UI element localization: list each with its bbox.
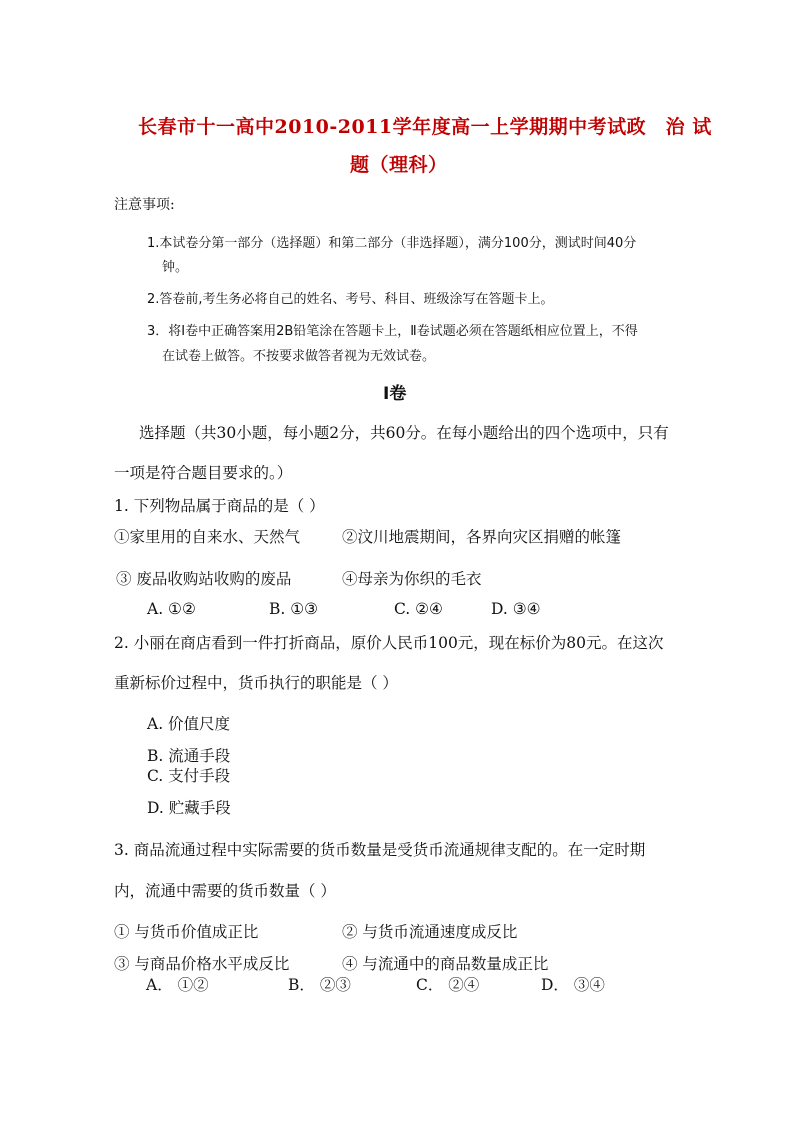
q3-statement-1: ① 与货币价值成正比 bbox=[114, 923, 259, 941]
note-3-line-2: 在试卷上做答。不按要求做答者视为无效试卷。 bbox=[162, 349, 436, 364]
note-1-line-1: 1.本试卷分第一部分（选择题）和第二部分（非选择题），满分100分，测试时间40分 bbox=[147, 236, 637, 251]
q3-stem-line-2: 内，流通中需要的货币数量（ ） bbox=[114, 882, 336, 900]
q1-statement-3: ③ 废品收购站收购的废品 bbox=[116, 570, 292, 588]
q3-option-b: B． ②③ bbox=[288, 976, 351, 994]
section-intro-line-2: 一项是符合题目要求的。） bbox=[114, 464, 293, 482]
q1-option-a: A. ①② bbox=[147, 600, 196, 618]
q3-option-a: A． ①② bbox=[146, 976, 209, 994]
note-2: 2.答卷前,考生务必将自己的姓名、考号、科目、班级涂写在答题卡上。 bbox=[147, 292, 554, 307]
q3-statement-4: ④ 与流通中的商品数量成正比 bbox=[342, 955, 549, 973]
q3-option-c: C． ②④ bbox=[416, 976, 480, 994]
q1-option-d: D. ③④ bbox=[491, 600, 541, 618]
note-3-line-1: 3．将Ⅰ卷中正确答案用2B铅笔涂在答题卡上，Ⅱ卷试题必须在答题纸相应位置上，不得 bbox=[147, 324, 638, 339]
exam-title-line-1: 长春市十一高中2010-2011学年度高一上学期期中考试政 治 试 bbox=[138, 116, 712, 138]
section-title: Ⅰ卷 bbox=[383, 384, 407, 404]
q3-statement-3: ③ 与商品价格水平成反比 bbox=[114, 955, 290, 973]
q1-stem: 1. 下列物品属于商品的是（ ） bbox=[114, 497, 325, 515]
note-1-line-2: 钟。 bbox=[162, 260, 189, 275]
exam-title-line-2: 题（理科） bbox=[350, 154, 448, 176]
q3-option-d: D． ③④ bbox=[541, 976, 605, 994]
q3-statement-2: ② 与货币流通速度成反比 bbox=[342, 923, 518, 941]
section-intro-line-1: 选择题（共30小题，每小题2分，共60分。在每小题给出的四个选项中，只有 bbox=[139, 424, 669, 442]
q2-option-b: B. 流通手段 bbox=[147, 747, 231, 765]
q1-option-b: B. ①③ bbox=[269, 600, 319, 618]
q2-option-a: A. 价值尺度 bbox=[147, 715, 231, 733]
q2-stem-line-2: 重新标价过程中，货币执行的职能是（ ） bbox=[114, 674, 398, 692]
q3-stem-line-1: 3. 商品流通过程中实际需要的货币数量是受货币流通规律支配的。在一定时期 bbox=[114, 841, 646, 859]
q1-statement-2: ②汶川地震期间，各界向灾区捐赠的帐篷 bbox=[342, 528, 622, 546]
q2-stem-line-1: 2. 小丽在商店看到一件打折商品，原价人民币100元，现在标价为80元。在这次 bbox=[114, 634, 664, 652]
q1-statement-1: ①家里用的自来水、天然气 bbox=[114, 528, 301, 546]
q1-statement-4: ④母亲为你织的毛衣 bbox=[342, 570, 482, 588]
notes-label: 注意事项: bbox=[114, 197, 175, 213]
q1-option-c: C. ②④ bbox=[394, 600, 443, 618]
q2-option-d: D. 贮藏手段 bbox=[147, 799, 231, 817]
q2-option-c: C. 支付手段 bbox=[147, 767, 231, 785]
